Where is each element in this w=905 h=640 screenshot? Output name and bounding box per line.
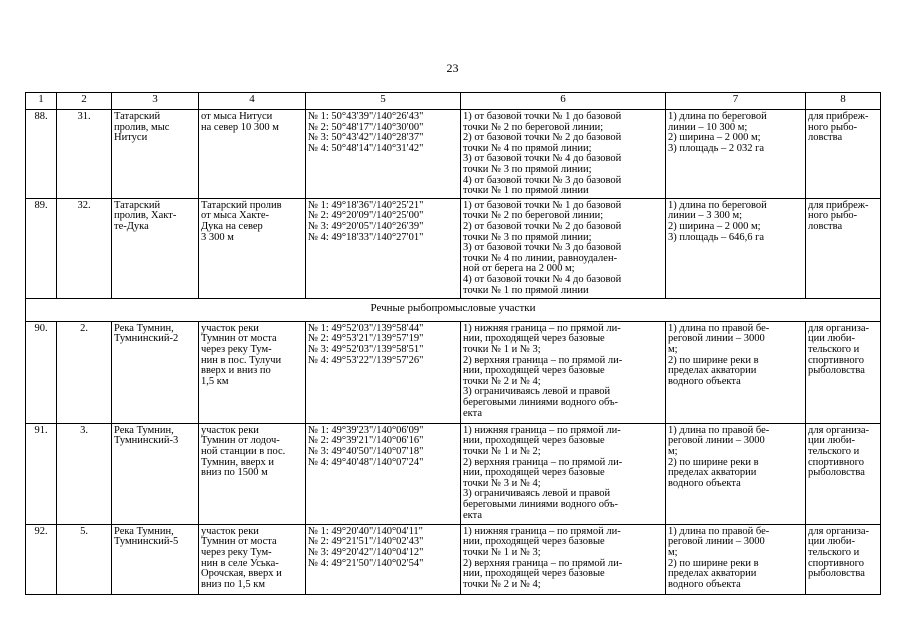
coordinates-cell: № 1: 50°43'39"/140°26'43" № 2: 50°48'17"/140°30'00" № 3: 50°43'42"/140°28'37" № 4: 50°48'14"/140°31'42" <box>306 110 461 199</box>
size-cell: 1) длина по правой бе- реговой линии – 3000 м; 2) по ширине реки в пределах акватории водного объекта <box>666 321 806 423</box>
section-heading-row <box>26 298 881 321</box>
borders-cell: 1) нижняя граница – по прямой ли- нии, проходящей через базовые точки № 1 и № 2; 2) верхняя граница – по прямой ли- нии, проходящей через базовые точки № 3 и № 4; 3) ограничиваясь левой и правой береговыми линиями водного объ- екта <box>461 423 666 524</box>
coordinates-cell: № 1: 49°52'03"/139°58'44" № 2: 49°53'21"/139°57'19" № 3: 49°52'03"/139°58'51" № 4: 49°53'22"/139°57'26" <box>306 321 461 423</box>
purpose-cell: для прибреж- ного рыбо- ловства <box>806 110 881 199</box>
area-number-cell: 32. <box>57 198 112 298</box>
row-number-cell: 90. <box>26 321 57 423</box>
coordinates-cell: № 1: 49°18'36"/140°25'21" № 2: 49°20'09"/140°25'00" № 3: 49°20'05"/140°26'39" № 4: 49°18'33"/140°27'01" <box>306 198 461 298</box>
column-header: 6 <box>461 93 666 110</box>
purpose-cell: для организа- ции люби- тельского и спортивного рыболовства <box>806 423 881 524</box>
table-header-row <box>26 93 881 110</box>
column-header: 8 <box>806 93 881 110</box>
row-number-cell: 88. <box>26 110 57 199</box>
purpose-cell: для организа- ции люби- тельского и спортивного рыболовства <box>806 321 881 423</box>
coordinates-cell: № 1: 49°20'40"/140°04'11" № 2: 49°21'51"/140°02'43" № 3: 49°20'42"/140°04'12" № 4: 49°21'50"/140°02'54" <box>306 524 461 594</box>
location-cell: участок реки Тумнин от лодоч- ной станции в пос. Тумнин, вверх и вниз по 1500 м <box>199 423 306 524</box>
column-header: 2 <box>57 93 112 110</box>
size-cell: 1) длина по правой бе- реговой линии – 3000 м; 2) по ширине реки в пределах акватории водного объекта <box>666 524 806 594</box>
size-cell: 1) длина по правой бе- реговой линии – 3000 м; 2) по ширине реки в пределах акватории водного объекта <box>666 423 806 524</box>
row-number-cell: 91. <box>26 423 57 524</box>
location-cell: участок реки Тумнин от моста через реку Тум- нин в селе Уська- Орочская, вверх и вниз по 1,5 км <box>199 524 306 594</box>
table-row <box>26 198 881 298</box>
borders-cell: 1) нижняя граница – по прямой ли- нии, проходящей через базовые точки № 1 и № 3; 2) верхняя граница – по прямой ли- нии, проходящей через базовые точки № 2 и № 4; 3) ограничиваясь левой и правой береговыми линиями водного объ- екта <box>461 321 666 423</box>
area-number-cell: 5. <box>57 524 112 594</box>
borders-cell: 1) нижняя граница – по прямой ли- нии, проходящей через базовые точки № 1 и № 3; 2) верхняя граница – по прямой ли- нии, проходящей через базовые точки № 2 и № 4; <box>461 524 666 594</box>
purpose-cell: для организа- ции люби- тельского и спортивного рыболовства <box>806 524 881 594</box>
fishing-areas-table <box>25 92 881 595</box>
table-row <box>26 110 881 199</box>
area-name-cell: Татарский пролив, мыс Нитуси <box>112 110 199 199</box>
area-number-cell: 31. <box>57 110 112 199</box>
area-name-cell: Река Тумнин, Тумнинский-2 <box>112 321 199 423</box>
column-header: 5 <box>306 93 461 110</box>
column-header: 4 <box>199 93 306 110</box>
column-header: 3 <box>112 93 199 110</box>
area-name-cell: Река Тумнин, Тумнинский-3 <box>112 423 199 524</box>
row-number-cell: 92. <box>26 524 57 594</box>
section-title: Речные рыбопромысловые участки <box>26 298 881 321</box>
location-cell: Татарский пролив от мыса Хакте- Дука на север 3 300 м <box>199 198 306 298</box>
area-number-cell: 3. <box>57 423 112 524</box>
borders-cell: 1) от базовой точки № 1 до базовой точки № 2 по береговой линии; 2) от базовой точки № 2 до базовой точки № 4 по прямой линии; 3) от базовой точки № 4 до базовой точки № 3 по прямой линии; 4) от базовой точки № 3 до базовой точки № 1 по прямой линии <box>461 110 666 199</box>
location-cell: участок реки Тумнин от моста через реку Тум- нин в пос. Тулучи вверх и вниз по 1,5 км <box>199 321 306 423</box>
area-name-cell: Река Тумнин, Тумнинский-5 <box>112 524 199 594</box>
borders-cell: 1) от базовой точки № 1 до базовой точки № 2 по береговой линии; 2) от базовой точки № 2 до базовой точки № 3 по прямой линии; 3) от базовой точки № 3 до базовой точки № 4 по линии, равноудален- ной от берега на 2 000 м; 4) от базовой точки № 4 до базовой точки № 1 по прямой линии <box>461 198 666 298</box>
table-row <box>26 423 881 524</box>
page-number: 23 <box>446 61 459 75</box>
column-header: 1 <box>26 93 57 110</box>
column-header: 7 <box>666 93 806 110</box>
location-cell: от мыса Нитуси на север 10 300 м <box>199 110 306 199</box>
area-number-cell: 2. <box>57 321 112 423</box>
area-name-cell: Татарский пролив, Хакт- те-Дука <box>112 198 199 298</box>
size-cell: 1) длина по береговой линии – 3 300 м; 2) ширина – 2 000 м; 3) площадь – 646,6 га <box>666 198 806 298</box>
table-row <box>26 524 881 594</box>
size-cell: 1) длина по береговой линии – 10 300 м; 2) ширина – 2 000 м; 3) площадь – 2 032 га <box>666 110 806 199</box>
table-row <box>26 321 881 423</box>
purpose-cell: для прибреж- ного рыбо- ловства <box>806 198 881 298</box>
row-number-cell: 89. <box>26 198 57 298</box>
coordinates-cell: № 1: 49°39'23"/140°06'09" № 2: 49°39'21"/140°06'16" № 3: 49°40'50"/140°07'18" № 4: 49°40'48"/140°07'24" <box>306 423 461 524</box>
